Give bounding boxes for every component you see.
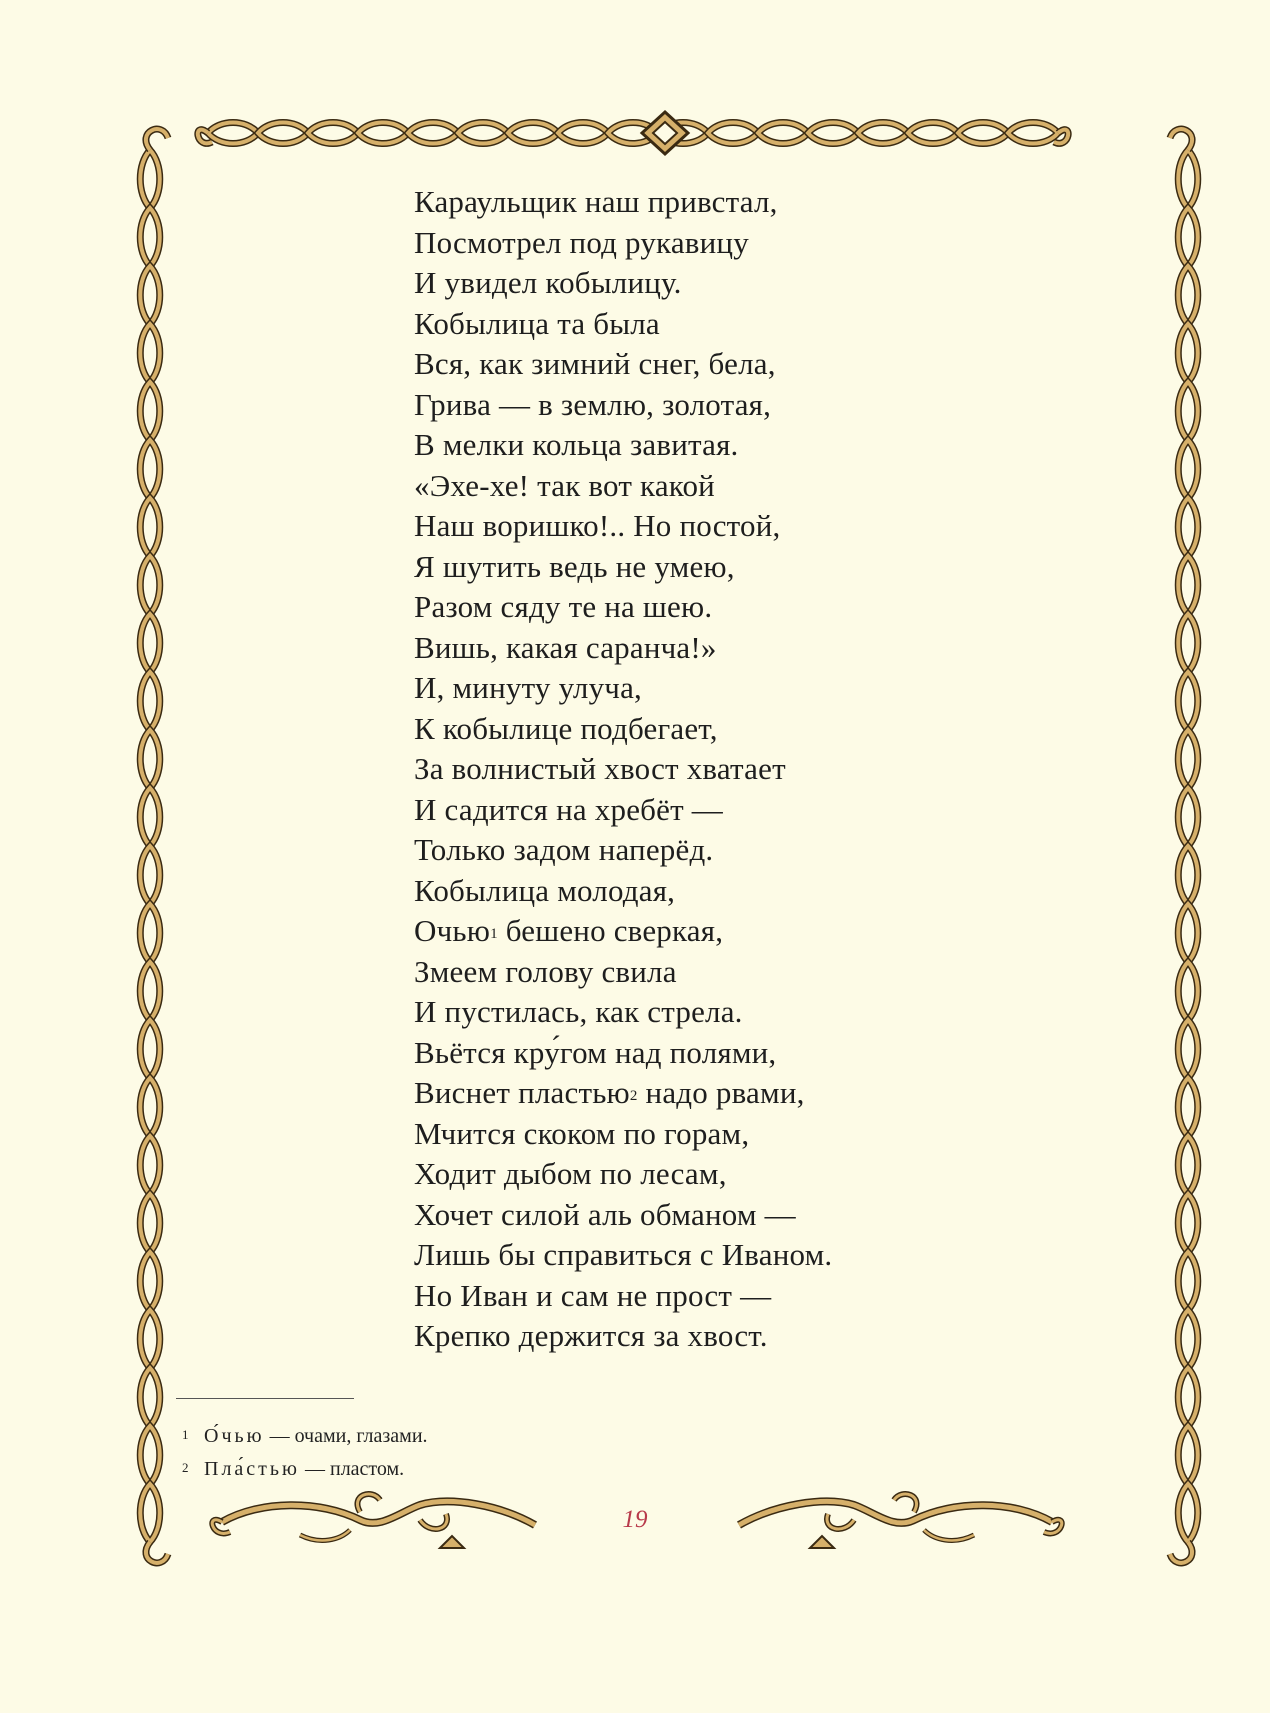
footnote-definition: — очами, глазами. (264, 1425, 428, 1447)
poem-line: Посмотрел под рукавицу (414, 224, 749, 260)
poem-line: К кобылице подбегает, (414, 710, 718, 746)
poem-line: Грива — в землю, золотая, (414, 386, 772, 422)
footnote-ref: 2 (629, 1088, 638, 1104)
poem-line: Вьётся кру́гом над полями, (414, 1034, 777, 1070)
poem-line (414, 911, 832, 952)
poem-line: Вишь, какая саранча!» (414, 629, 717, 665)
footnote-item (182, 1420, 428, 1453)
poem-line: «Эхе-хе! так вот какой (414, 467, 715, 503)
top-border-chain (208, 123, 1058, 144)
poem-line (414, 1073, 832, 1114)
poem-line: В мелки кольца завитая. (414, 427, 739, 462)
poem-line: Змеем голову свила (414, 953, 677, 989)
poem-line: И пустилась, как стрела. (414, 994, 743, 1029)
poem-line: Крепко держится за хвост. (414, 1318, 768, 1353)
poem-line: Хочет силой аль обманом — (414, 1196, 796, 1232)
left-border-chain (140, 150, 160, 1542)
poem-text (414, 182, 832, 1357)
footnote-mark: 1 (182, 1427, 189, 1442)
poem-line-start: Очью (414, 913, 491, 948)
poem-line-end: надо рвами, (637, 1075, 805, 1110)
poem-line: И, минуту улуча, (414, 670, 642, 705)
poem-line: Только задом наперёд. (414, 832, 714, 867)
footnote-item (182, 1453, 428, 1486)
footnote-definition: — пластом. (299, 1458, 405, 1480)
poem-line: Наш воришко!.. Но постой, (414, 508, 781, 543)
poem-line: Я шутить ведь не умею, (414, 548, 735, 584)
poem-line: Караульщик наш привстал, (414, 184, 778, 219)
footnote-mark: 2 (182, 1460, 189, 1475)
footnotes (182, 1420, 428, 1486)
poem-line: И увидел кобылицу. (414, 265, 682, 300)
footnote-term: О́чью (204, 1425, 265, 1447)
poem-line: Кобылица та была (414, 305, 660, 341)
page-number: 19 (622, 1506, 648, 1533)
poem-line: Вся, как зимний снег, бела, (414, 346, 776, 381)
poem-line: Мчится скоком по горам, (414, 1115, 750, 1151)
footnote-ref: 1 (490, 926, 498, 942)
poem-line: Но Иван и сам не прост — (414, 1277, 772, 1313)
footnote-term: Пла́стью (204, 1458, 300, 1480)
poem-line-end: бешено сверкая, (497, 913, 724, 948)
poem-line: Ходит дыбом по лесам, (414, 1156, 727, 1191)
poem-line: Разом сяду те на шею. (414, 589, 713, 624)
poem-line: Лишь бы справиться с Иваном. (414, 1237, 833, 1272)
poem-line: Кобылица молодая, (414, 872, 676, 908)
poem-line-start: Виснет пластью (414, 1075, 630, 1110)
right-border-chain (1178, 150, 1198, 1542)
poem-line: За волнистый хвост хватает (414, 751, 786, 786)
poem-line: И садится на хребёт — (414, 791, 723, 827)
footnote-divider (176, 1398, 354, 1399)
